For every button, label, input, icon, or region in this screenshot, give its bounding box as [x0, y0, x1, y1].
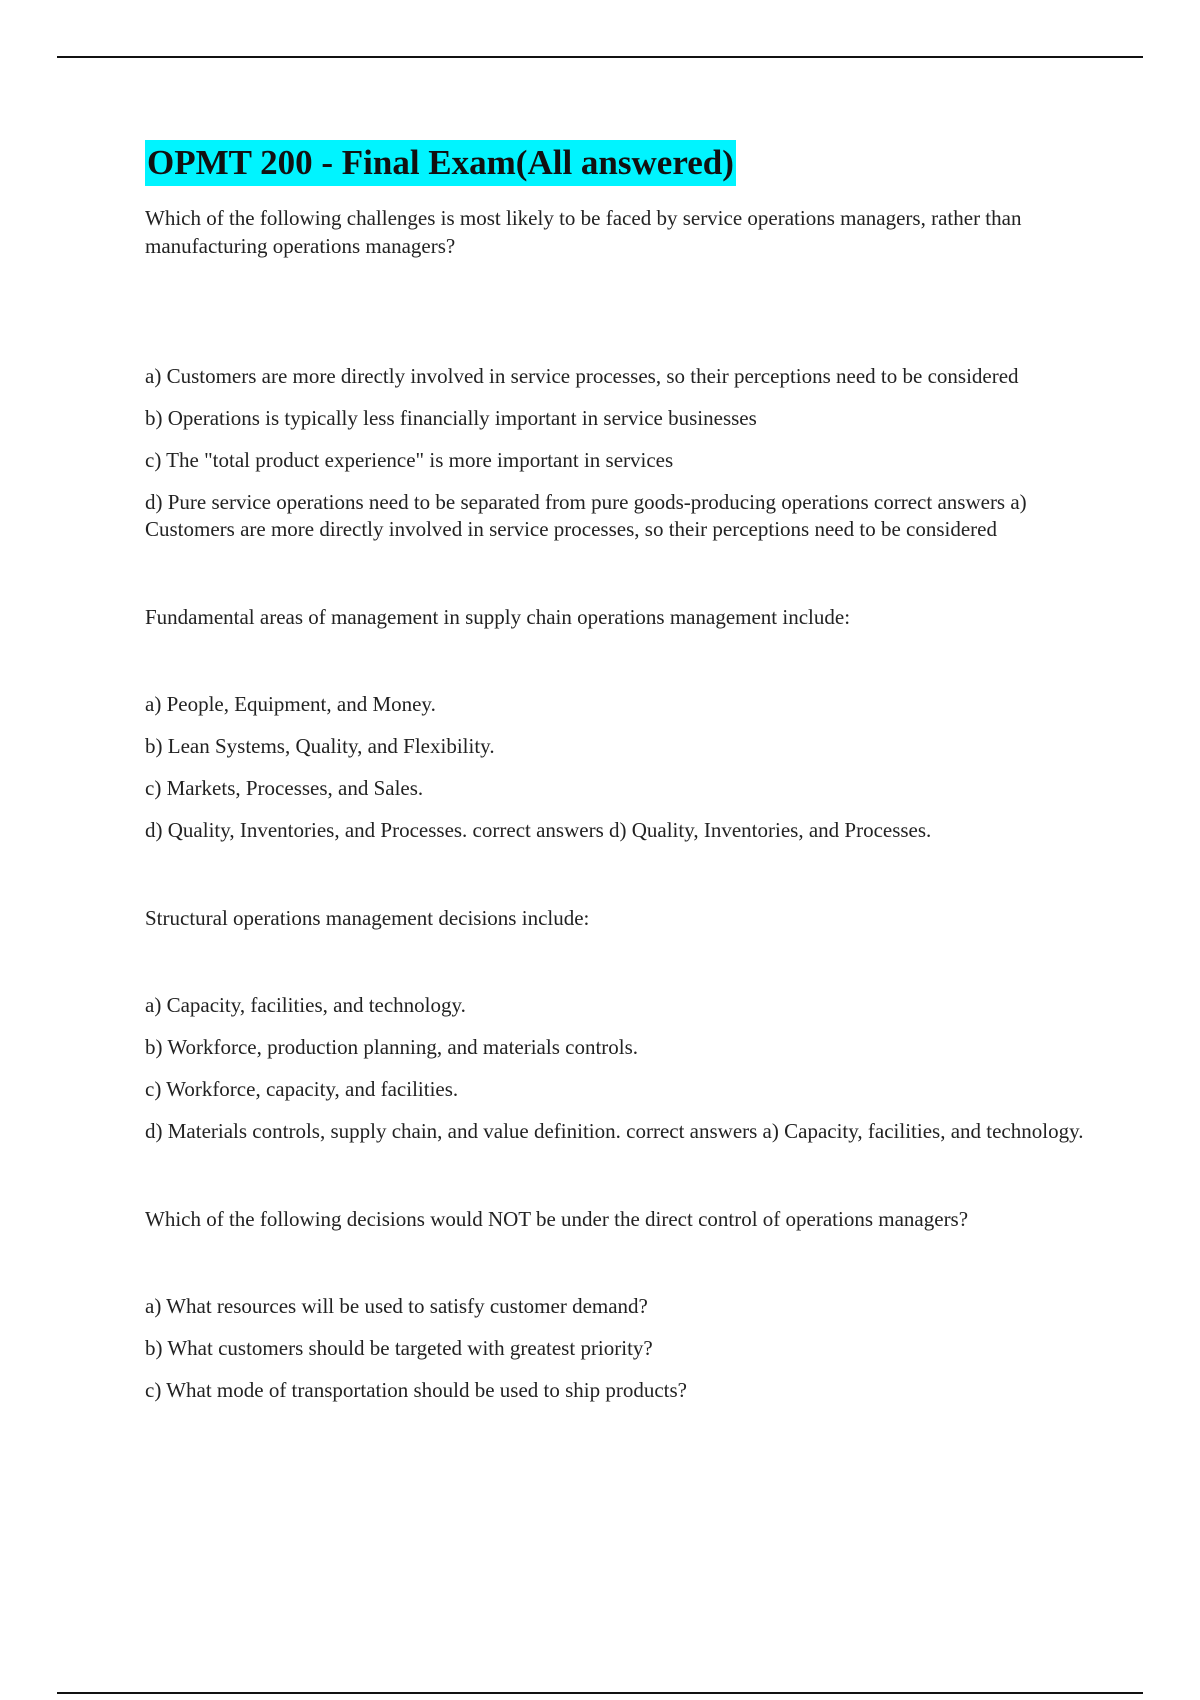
question-2-prompt: Fundamental areas of management in supply chain operations management include: — [145, 605, 851, 629]
bottom-rule — [57, 1692, 1143, 1694]
document-title: OPMT 200 - Final Exam(All answered) — [145, 140, 736, 186]
question-2-option-c: c) Markets, Processes, and Sales. — [145, 776, 424, 800]
question-1-option-a: a) Customers are more directly involved in service processes, so their perceptions need to be considered — [145, 364, 1019, 388]
question-2-option-d: d) Quality, Inventories, and Processes. correct answers d) Quality, Inventories, and Processes. — [145, 818, 932, 842]
question-4-prompt: Which of the following decisions would NOT be under the direct control of operations managers? — [145, 1207, 969, 1231]
question-4-option-c: c) What mode of transportation should be used to ship products? — [145, 1378, 688, 1402]
question-1-prompt: Which of the following challenges is most likely to be faced by service operations managers, rather than manufacturing operations managers? — [145, 206, 1022, 258]
question-1-option-d: d) Pure service operations need to be separated from pure goods-producing operations correct answers a) Customers are more directly involved in service processes, so their perceptions need to be considered — [145, 490, 1027, 541]
document-body — [145, 140, 1085, 1404]
question-1-option-c: c) The "total product experience" is more important in services — [145, 448, 674, 472]
question-3-option-c: c) Workforce, capacity, and facilities. — [145, 1077, 459, 1101]
question-4-option-b: b) What customers should be targeted with greatest priority? — [145, 1336, 653, 1360]
question-3-option-a: a) Capacity, facilities, and technology. — [145, 993, 466, 1017]
question-2-option-a: a) People, Equipment, and Money. — [145, 692, 436, 716]
question-4-option-a: a) What resources will be used to satisfy customer demand? — [145, 1294, 648, 1318]
top-rule — [57, 56, 1143, 58]
question-2-option-b: b) Lean Systems, Quality, and Flexibility. — [145, 734, 495, 758]
question-3-prompt: Structural operations management decisions include: — [145, 906, 590, 930]
question-3-option-b: b) Workforce, production planning, and materials controls. — [145, 1035, 639, 1059]
question-1-option-b: b) Operations is typically less financially important in service businesses — [145, 406, 757, 430]
question-3-option-d: d) Materials controls, supply chain, and value definition. correct answers a) Capacity, facilities, and technology. — [145, 1119, 1084, 1143]
